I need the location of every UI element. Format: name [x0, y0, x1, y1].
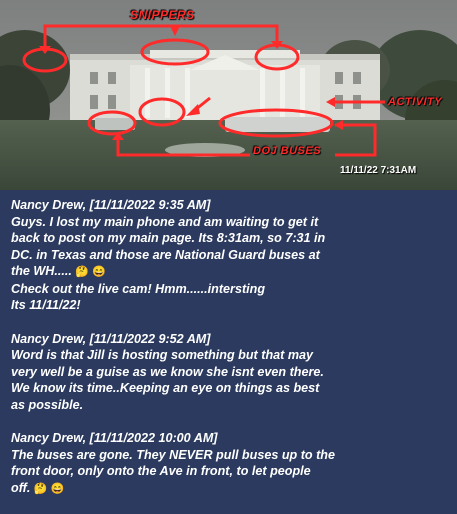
post-line: The buses are gone. They NEVER pull buses up to the	[11, 447, 335, 462]
post-2	[11, 331, 451, 414]
message-text	[11, 197, 451, 514]
post-line: DC. in Texas and those are National Guard buses at	[11, 247, 320, 262]
post-1	[11, 197, 451, 314]
post-line: back to post on my main page. Its 8:31am, so 7:31 in	[11, 231, 326, 245]
post-line: very well be a guise as we know she isnt even there.	[11, 364, 324, 379]
post-line: Guys. I lost my main phone and am waiting to get it	[11, 214, 319, 229]
snippers-label: SNIPPERS	[130, 8, 195, 22]
post-line: Word is that Jill is hosting something but that may	[11, 348, 314, 362]
post-line: the WH.....	[11, 264, 72, 278]
post-line: Check out the live cam! Hmm......intersting	[11, 281, 266, 296]
post-line: off.	[11, 480, 31, 495]
white-house-photo	[0, 0, 457, 190]
photo-scene	[0, 0, 457, 190]
post-header: Nancy Drew, [11/11/2022 9:52 AM]	[11, 331, 211, 346]
emoji-thinking-laughing: 🤔 😄	[75, 266, 106, 278]
post-line-with-emoji	[11, 263, 451, 281]
white-house-building	[70, 50, 380, 120]
post-3	[11, 430, 451, 497]
post-header: Nancy Drew, [11/11/2022 9:35 AM]	[11, 198, 211, 212]
post-line: Its 11/11/22!	[11, 298, 81, 312]
doj-buses-label: DOJ BUSES	[253, 145, 322, 157]
photo-timestamp: 11/11/22 7:31AM	[340, 165, 417, 176]
post-line: We know its time..Keeping an eye on things as best	[11, 381, 320, 395]
post-header: Nancy Drew, [11/11/2022 10:00 AM]	[11, 431, 218, 445]
activity-label: ACTIVITY	[388, 96, 443, 108]
emoji-thinking-laughing: 🤔 😄	[33, 482, 65, 495]
post-line-with-emoji	[11, 480, 451, 498]
post-line: front door, only onto the Ave in front, to let people	[11, 464, 311, 478]
post-line: as possible.	[11, 397, 84, 412]
